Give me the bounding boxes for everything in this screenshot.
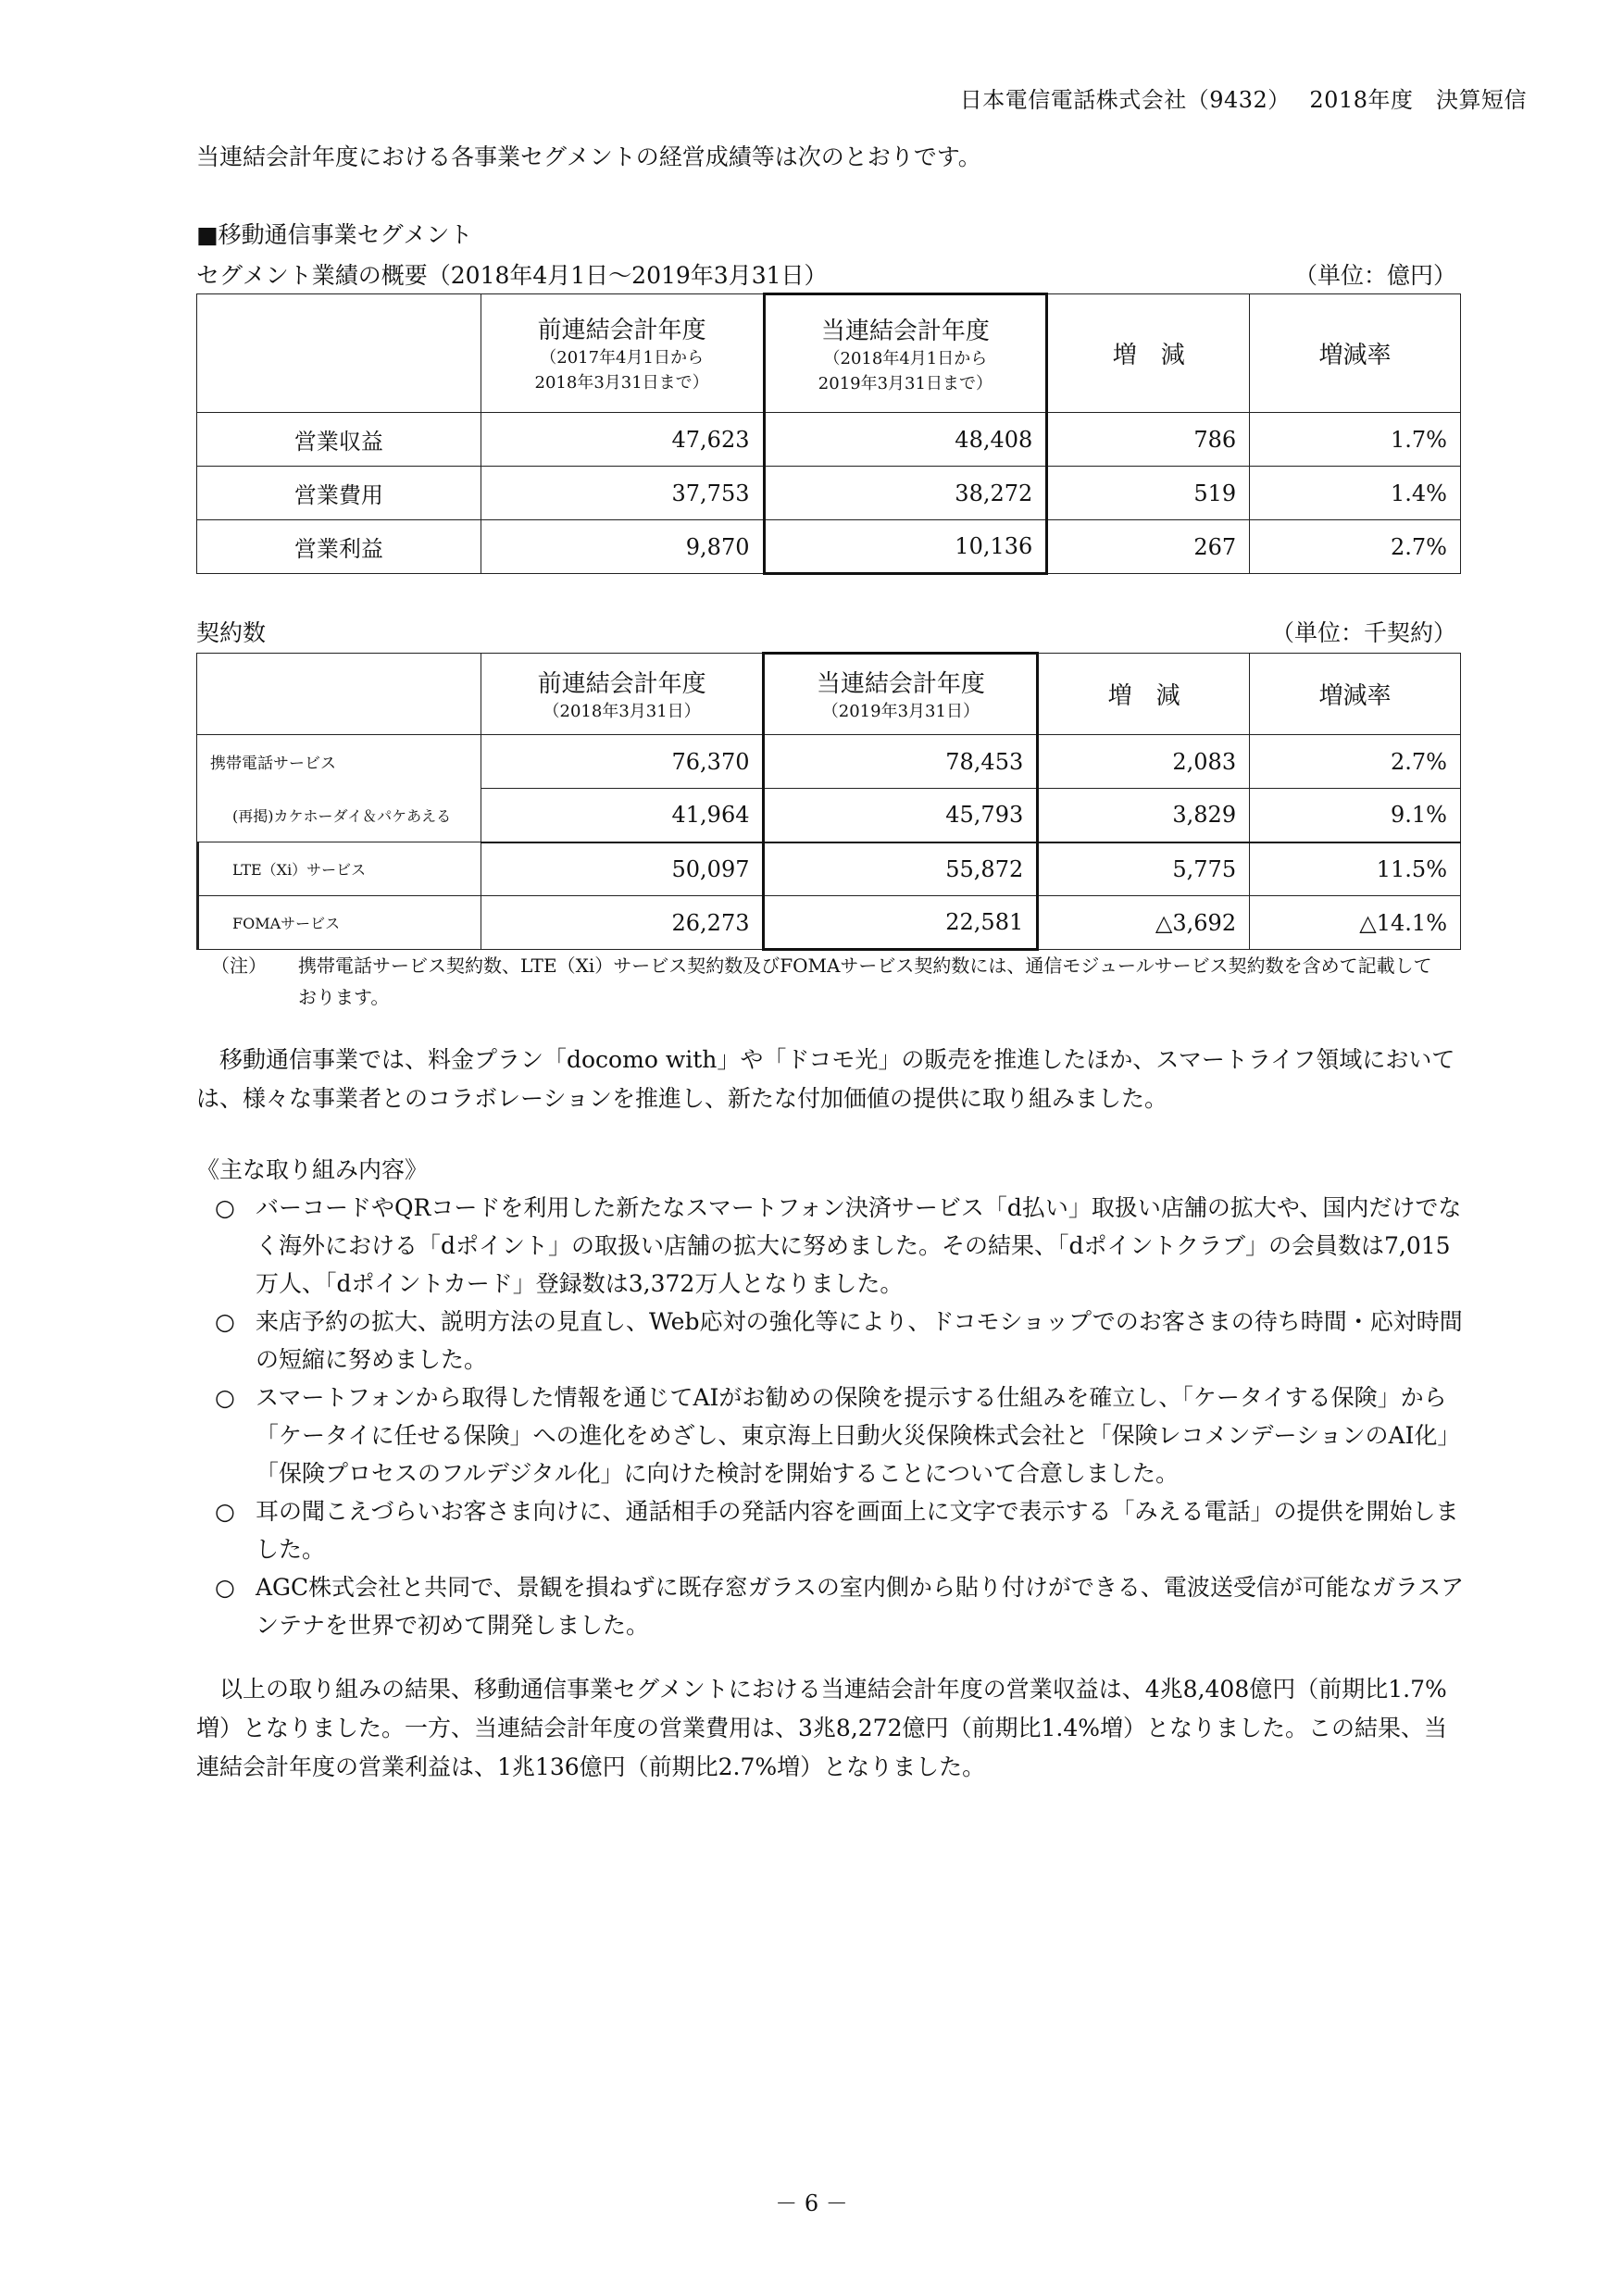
- table2-unit: （単位：千契約）: [1270, 619, 1456, 646]
- cell-curr: 10,136: [764, 520, 1047, 574]
- row-label: 営業利益: [197, 520, 481, 574]
- table2-header-curr-date: （2019年3月31日）: [821, 702, 980, 721]
- table1-header-curr-period-start: （2018年4月1日から: [823, 348, 988, 368]
- segment-results-table: [196, 293, 1461, 575]
- cell-prev: 50,097: [481, 842, 764, 896]
- table-row: [197, 467, 1461, 520]
- cell-prev: 47,623: [481, 413, 764, 467]
- cell-change: 3,829: [1038, 789, 1250, 842]
- table-row: [197, 842, 1461, 896]
- cell-curr: 22,581: [764, 896, 1038, 950]
- table2-header-change: 増 減: [1038, 654, 1250, 735]
- cell-rate: 2.7%: [1250, 735, 1461, 789]
- note-text: 携帯電話サービス契約数、LTE（Xi）サービス契約数及びFOMAサービス契約数には、通信モジュールサービス契約数を含めて記載しております。: [298, 955, 1432, 1008]
- cell-prev: 9,870: [481, 520, 764, 574]
- bullet-circle-icon: ○: [215, 1384, 235, 1411]
- list-item-text: 耳の聞こえづらいお客さま向けに、通話相手の発話内容を画面上に文字で表示する「みえる電話」の提供を開始しました。: [256, 1498, 1459, 1563]
- list-item-text: AGC株式会社と共同で、景観を損ねずに既存窓ガラスの室内側から貼り付けができる、電波送受信が可能なガラスアンテナを世界で初めて開発しました。: [256, 1574, 1465, 1639]
- note-tag: （注）: [211, 955, 267, 977]
- cell-change: 2,083: [1038, 735, 1250, 789]
- table1-header-change: 増 減: [1047, 294, 1250, 413]
- cell-change: 5,775: [1038, 842, 1250, 896]
- row-label: 営業収益: [197, 413, 481, 467]
- list-item-text: スマートフォンから取得した情報を通じてAIがお勧めの保険を提示する仕組みを確立し、「ケータイする保険」から「ケータイに任せる保険」への進化をめざし、東京海上日動火災保険株式会社と「保険レコメンデーションのAI化」「保険プロセスのフルデジタル化」に向けた検討を開始することについて合意しました。: [256, 1384, 1461, 1487]
- table1-header-prev: [481, 294, 764, 413]
- cell-change: △3,692: [1038, 896, 1250, 950]
- cell-change: 267: [1047, 520, 1250, 574]
- table1-header-curr-period-end: 2019年3月31日まで）: [818, 373, 993, 393]
- cell-curr: 55,872: [764, 842, 1038, 896]
- table2-header-prev: [481, 654, 764, 735]
- table-row: [197, 413, 1461, 467]
- table2-corner-cell: [197, 654, 481, 735]
- table-row: [197, 789, 1461, 842]
- table1-caption: セグメント業績の概要（2018年4月1日～2019年3月31日）: [196, 262, 828, 289]
- cell-rate: △14.1%: [1250, 896, 1461, 950]
- table-row: [197, 735, 1461, 789]
- bullet-circle-icon: ○: [215, 1498, 235, 1525]
- cell-curr: 45,793: [764, 789, 1038, 842]
- cell-rate: 2.7%: [1250, 520, 1461, 574]
- cell-curr: 78,453: [764, 735, 1038, 789]
- table2-header-prev-title: 前連結会計年度: [537, 669, 706, 698]
- row-label: LTE（Xi）サービス: [197, 842, 481, 896]
- row-label: (再掲)カケホーダイ＆パケあえる: [197, 789, 481, 842]
- segment-title: ■移動通信事業セグメント: [196, 221, 473, 248]
- cell-rate: 1.7%: [1250, 413, 1461, 467]
- cell-curr: 38,272: [764, 467, 1047, 520]
- table1-header-curr: [764, 294, 1047, 413]
- table1-header-rate: 増減率: [1250, 294, 1461, 413]
- row-label: 営業費用: [197, 467, 481, 520]
- initiatives-title: 《主な取り組み内容》: [196, 1156, 429, 1183]
- paragraph-results: 以上の取り組みの結果、移動通信事業セグメントにおける当連結会計年度の営業収益は、4兆8,408億円（前期比1.7%増）となりました。一方、当連結会計年度の営業費用は、3兆8,272億円（前期比1.4%増）となりました。この結果、当連結会計年度の営業利益は、1兆136億円（前期比2.7%増）となりました。: [196, 1676, 1447, 1780]
- intro-text: 当連結会計年度における各事業セグメントの経営成績等は次のとおりです。: [196, 144, 981, 170]
- table1-unit: （単位：億円）: [1293, 262, 1456, 289]
- table1-header-row: [197, 294, 1461, 413]
- subscriptions-table: [196, 652, 1461, 951]
- table1-header-curr-title: 当連結会計年度: [820, 317, 990, 345]
- table1-header-prev-period-start: （2017年4月1日から: [540, 348, 704, 368]
- list-item-text: 来店予約の拡大、説明方法の見直し、Web応対の強化等により、ドコモショップでのお客さまの待ち時間・応対時間の短縮に努めました。: [256, 1308, 1463, 1373]
- cell-prev: 76,370: [481, 735, 764, 789]
- table-row: [197, 520, 1461, 574]
- paragraph-overview: 移動通信事業では、料金プラン「docomo with」や「ドコモ光」の販売を推進したほか、スマートライフ領域においては、様々な事業者とのコラボレーションを推進し、新たな付加価値の提供に取り組みました。: [196, 1046, 1455, 1112]
- table2-caption: 契約数: [196, 619, 267, 646]
- cell-prev: 37,753: [481, 467, 764, 520]
- row-label: FOMAサービス: [197, 896, 481, 950]
- cell-prev: 26,273: [481, 896, 764, 950]
- page-number: － 6 －: [775, 2190, 848, 2216]
- cell-change: 786: [1047, 413, 1250, 467]
- list-item-text: バーコードやQRコードを利用した新たなスマートフォン決済サービス「d払い」取扱い店舗の拡大や、国内だけでなく海外における「dポイント」の取扱い店舗の拡大に努めました。その結果、「dポイントクラブ」の会員数は7,015万人、「dポイントカード」登録数は3,372万人となりました。: [256, 1194, 1462, 1297]
- row-label: 携帯電話サービス: [197, 735, 481, 789]
- cell-rate: 1.4%: [1250, 467, 1461, 520]
- table2-header-curr: [764, 654, 1038, 735]
- cell-curr: 48,408: [764, 413, 1047, 467]
- cell-rate: 9.1%: [1250, 789, 1461, 842]
- cell-change: 519: [1047, 467, 1250, 520]
- cell-rate: 11.5%: [1250, 842, 1461, 896]
- table2-header-rate: 増減率: [1250, 654, 1461, 735]
- table-row: [197, 896, 1461, 950]
- table1-corner-cell: [197, 294, 481, 413]
- table2-header-curr-title: 当連結会計年度: [816, 670, 985, 698]
- table2-header-prev-date: （2018年3月31日）: [543, 701, 701, 721]
- bullet-circle-icon: ○: [215, 1194, 235, 1221]
- table1-header-prev-period-end: 2018年3月31日まで）: [534, 373, 709, 393]
- table2-header-row: [197, 654, 1461, 735]
- document-header: 日本電信電話株式会社（9432） 2018年度 決算短信: [959, 87, 1527, 113]
- table1-header-prev-title: 前連結会計年度: [537, 317, 706, 344]
- cell-prev: 41,964: [481, 789, 764, 842]
- bullet-circle-icon: ○: [215, 1308, 235, 1335]
- bullet-circle-icon: ○: [215, 1574, 235, 1601]
